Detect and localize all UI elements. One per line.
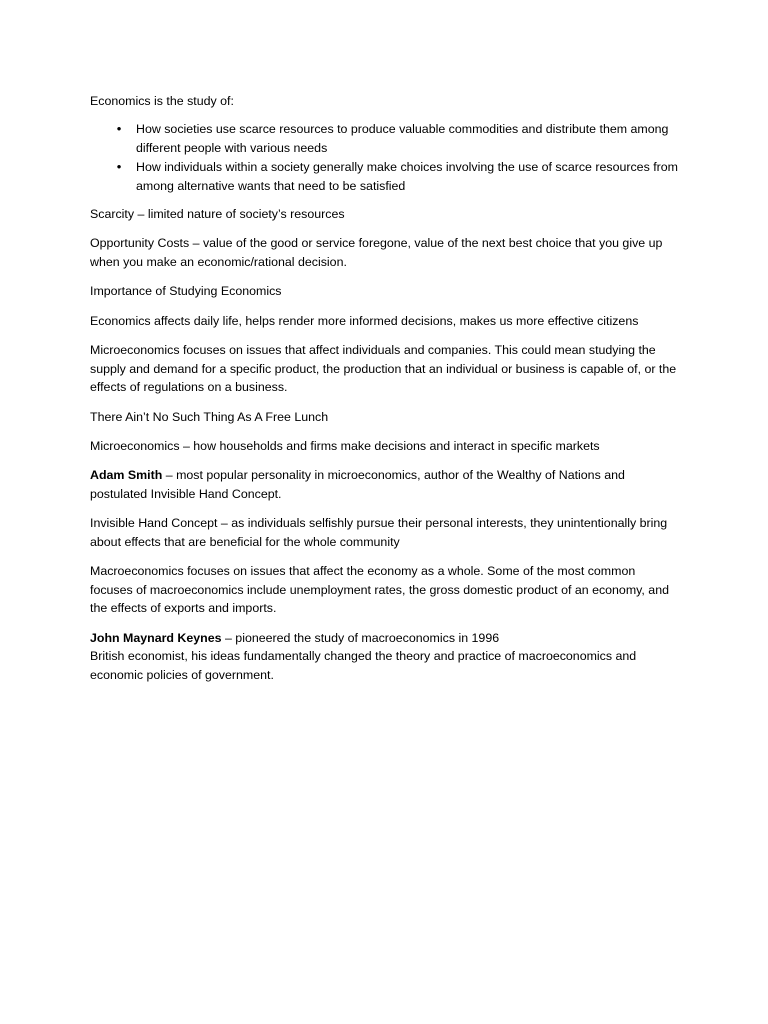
scarcity-definition: Scarcity – limited nature of society’s resources — [90, 207, 345, 222]
keynes-paragraph — [90, 629, 680, 648]
list-item — [90, 158, 680, 196]
keynes-name: John Maynard Keynes — [90, 630, 222, 645]
list-item-text: How societies use scarce resources to produce valuable commodities and distribute them among different people with various needs — [136, 122, 669, 156]
keynes-text: – pioneered the study of macroeconomics in 1996 — [221, 630, 500, 645]
opportunity-costs-definition: Opportunity Costs – value of the good or service foregone, value of the next best choice that you give up when you make an economic/rational decision. — [90, 236, 663, 270]
document-page — [90, 92, 680, 695]
importance-heading: Importance of Studying Economics — [90, 284, 282, 299]
adam-smith-text: – most popular personality in microeconomics, author of the Wealthy of Nations and postulated Invisible Hand Concept. — [90, 467, 625, 501]
intro-heading: Economics is the study of: — [90, 94, 234, 108]
invisible-hand-definition: Invisible Hand Concept – as individuals selfishly pursue their personal interests, they unintentionally bring about effects that are beneficial for the whole community — [90, 515, 668, 549]
microeconomics-definition: Microeconomics – how households and firms make decisions and interact in specific markets — [90, 438, 600, 453]
keynes-detail: British economist, his ideas fundamentally changed the theory and practice of macroeconomics and economic policies of government. — [90, 649, 637, 683]
bullet-icon: • — [116, 159, 122, 174]
free-lunch-line: There Ain’t No Such Thing As A Free Lunch — [90, 409, 329, 424]
macroeconomics-focus: Macroeconomics focuses on issues that affect the economy as a whole. Some of the most common focuses of macroeconomics include unemployment rates, the gross domestic product of an economy, and the effects of exports and imports. — [90, 563, 669, 616]
importance-text: Economics affects daily life, helps render more informed decisions, makes us more effective citizens — [90, 313, 639, 328]
adam-smith-paragraph — [90, 466, 680, 504]
list-item-text: How individuals within a society generally make choices involving the use of scarce resources from among alternative wants that need to be satisfied — [136, 159, 678, 193]
list-item — [90, 120, 680, 158]
bullet-icon: • — [116, 122, 122, 137]
definition-list — [90, 120, 680, 195]
adam-smith-name: Adam Smith — [90, 467, 163, 482]
microeconomics-focus: Microeconomics focuses on issues that affect individuals and companies. This could mean studying the supply and demand for a specific product, the production that an individual or business is capable of, or the effects of regulations on a business. — [90, 342, 677, 395]
